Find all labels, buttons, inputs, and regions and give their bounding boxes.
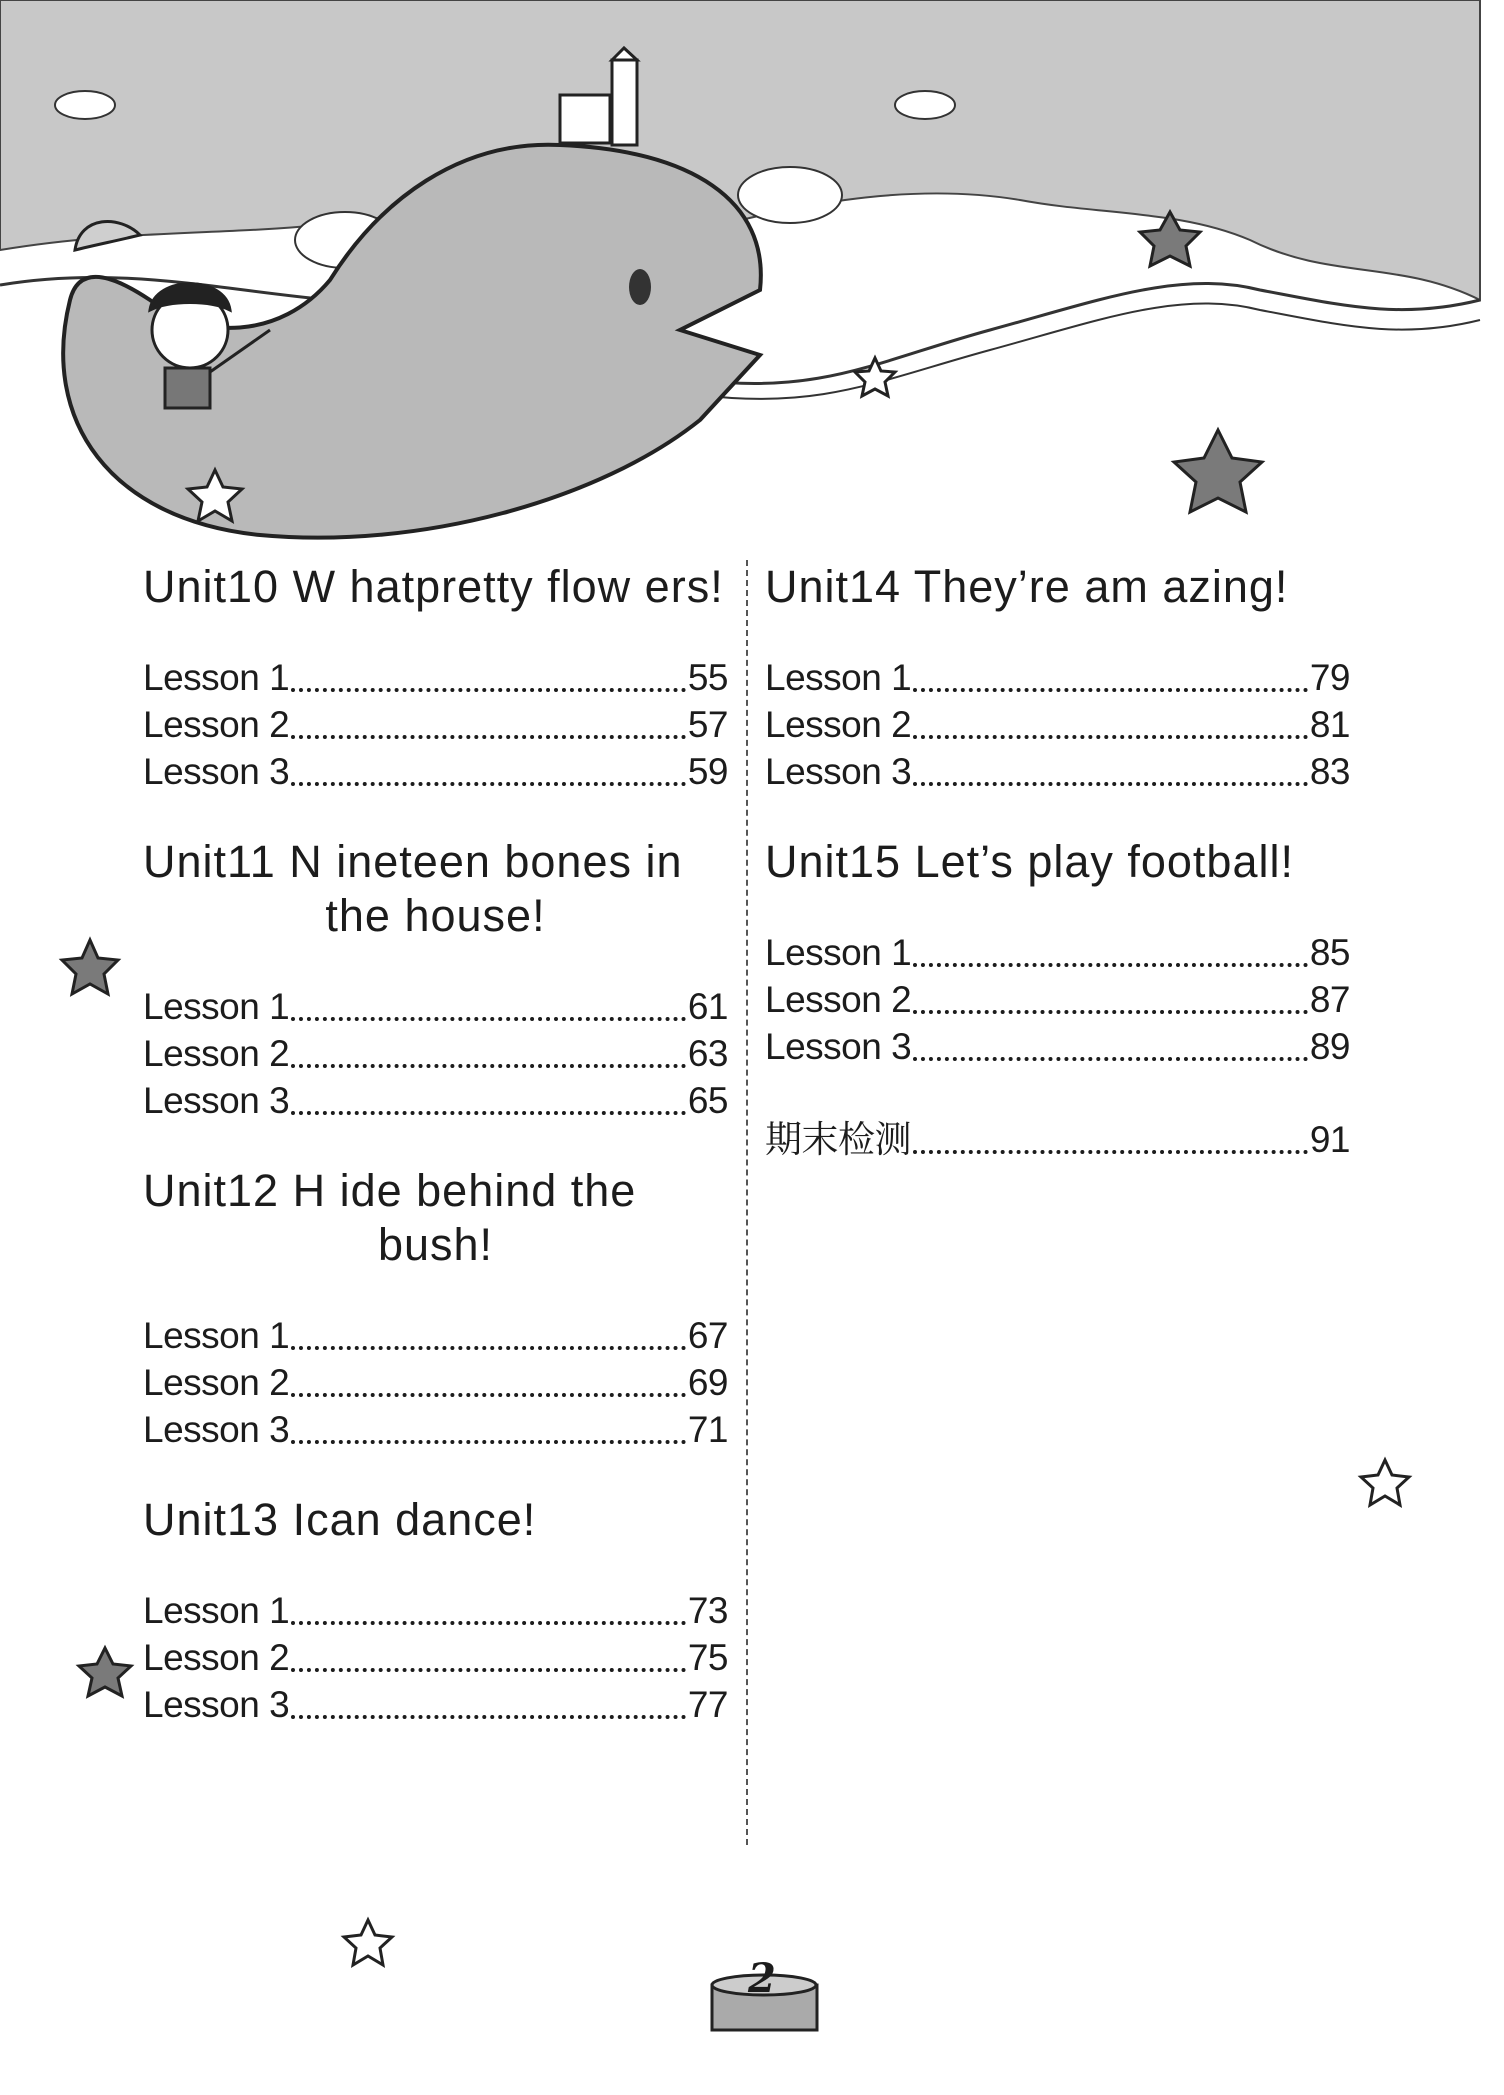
lesson-page: 57 <box>687 704 728 745</box>
dot-leader <box>291 782 686 786</box>
lesson-label: Lesson 3 <box>143 1080 290 1121</box>
lesson-entry[interactable] <box>765 701 1350 748</box>
lesson-label: Lesson 3 <box>143 751 290 792</box>
lesson-page: 55 <box>687 657 728 698</box>
dot-leader <box>913 735 1308 739</box>
lesson-page: 59 <box>687 751 728 792</box>
dot-leader <box>291 1440 686 1444</box>
column-divider <box>746 560 748 1845</box>
dot-leader <box>291 735 686 739</box>
lesson-page: 85 <box>1309 932 1350 973</box>
lesson-entry[interactable] <box>143 1406 728 1453</box>
lesson-label: Lesson 2 <box>143 704 290 745</box>
lesson-page: 67 <box>687 1315 728 1356</box>
final-exam-entry[interactable] <box>765 1116 1350 1163</box>
lesson-label: Lesson 2 <box>765 979 912 1020</box>
unit-title: Unit10 W hatpretty flow ers! <box>143 561 724 612</box>
dot-leader <box>913 1150 1308 1154</box>
whale-eye <box>629 269 651 305</box>
lesson-entry[interactable] <box>765 1023 1350 1070</box>
lesson-page: 73 <box>687 1590 728 1631</box>
unit-block <box>143 1493 728 1728</box>
lesson-entry[interactable] <box>143 1634 728 1681</box>
lesson-label: Lesson 2 <box>143 1033 290 1074</box>
lesson-page: 83 <box>1309 751 1350 792</box>
lesson-list <box>143 1312 728 1453</box>
lesson-page: 63 <box>687 1033 728 1074</box>
lesson-list <box>143 654 728 795</box>
lesson-page: 87 <box>1309 979 1350 1020</box>
unit-block <box>765 560 1350 795</box>
page-number: 2 <box>748 1955 776 2002</box>
lesson-entry[interactable] <box>765 748 1350 795</box>
unit-title: Unit12 H ide behind the bush! <box>143 1165 637 1270</box>
lesson-label: Lesson 2 <box>143 1637 290 1678</box>
lesson-list <box>143 1587 728 1728</box>
lesson-label: Lesson 3 <box>765 751 912 792</box>
lesson-entry[interactable] <box>143 654 728 701</box>
lesson-page: 71 <box>687 1409 728 1450</box>
unit-title: Unit14 They’re am azing! <box>765 561 1289 612</box>
lesson-entry[interactable] <box>765 976 1350 1023</box>
unit-block <box>143 835 728 1124</box>
lesson-label: Lesson 1 <box>143 1315 290 1356</box>
unit-title: Unit13 Ican dance! <box>143 1494 537 1545</box>
lesson-page: 89 <box>1309 1026 1350 1067</box>
dot-leader <box>291 1393 686 1397</box>
dot-leader <box>291 1715 686 1719</box>
dot-leader <box>291 1111 686 1115</box>
lesson-page: 77 <box>687 1684 728 1725</box>
lesson-page: 61 <box>687 986 728 1027</box>
lesson-entry[interactable] <box>143 701 728 748</box>
unit-block <box>765 835 1350 1070</box>
lesson-entry[interactable] <box>143 983 728 1030</box>
lesson-entry[interactable] <box>143 1359 728 1406</box>
lesson-label: Lesson 2 <box>765 704 912 745</box>
unit-title: Unit15 Let’s play football! <box>765 836 1294 887</box>
lesson-label: Lesson 1 <box>765 932 912 973</box>
lesson-entry[interactable] <box>143 1030 728 1077</box>
lesson-page: 75 <box>687 1637 728 1678</box>
lesson-entry[interactable] <box>765 929 1350 976</box>
dot-leader <box>913 688 1308 692</box>
unit-title: Unit11 N ineteen bones in the house! <box>143 836 683 941</box>
dot-leader <box>913 1010 1308 1014</box>
lesson-page: 65 <box>687 1080 728 1121</box>
wave-line-2 <box>700 304 1480 399</box>
lesson-label: Lesson 1 <box>143 986 290 1027</box>
lesson-page: 79 <box>1309 657 1350 698</box>
lesson-list <box>765 929 1350 1070</box>
lesson-entry[interactable] <box>143 1587 728 1634</box>
lesson-entry[interactable] <box>143 1312 728 1359</box>
final-exam-label: 期末检测 <box>765 1119 911 1160</box>
lesson-label: Lesson 1 <box>143 657 290 698</box>
lesson-entry[interactable] <box>143 748 728 795</box>
dot-leader <box>291 688 686 692</box>
lesson-label: Lesson 3 <box>143 1409 290 1450</box>
lesson-label: Lesson 3 <box>765 1026 912 1067</box>
dot-leader <box>291 1017 686 1021</box>
lesson-entry[interactable] <box>143 1681 728 1728</box>
lesson-page: 69 <box>687 1362 728 1403</box>
dot-leader <box>291 1064 686 1068</box>
toc-left-column <box>143 560 728 1768</box>
lesson-entry[interactable] <box>765 654 1350 701</box>
lesson-list <box>765 654 1350 795</box>
dot-leader <box>913 1057 1308 1061</box>
unit-block <box>143 1164 728 1453</box>
dot-leader <box>291 1621 686 1625</box>
lesson-label: Lesson 1 <box>765 657 912 698</box>
unit-block <box>143 560 728 795</box>
dot-leader <box>913 963 1308 967</box>
dot-leader <box>913 782 1308 786</box>
toc-right-column <box>765 560 1350 1163</box>
lesson-label: Lesson 1 <box>143 1590 290 1631</box>
lesson-label: Lesson 2 <box>143 1362 290 1403</box>
final-exam-page: 91 <box>1309 1119 1350 1160</box>
dot-leader <box>291 1668 686 1672</box>
lesson-entry[interactable] <box>143 1077 728 1124</box>
lesson-label: Lesson 3 <box>143 1684 290 1725</box>
dot-leader <box>291 1346 686 1350</box>
lesson-page: 81 <box>1309 704 1350 745</box>
lesson-list <box>143 983 728 1124</box>
